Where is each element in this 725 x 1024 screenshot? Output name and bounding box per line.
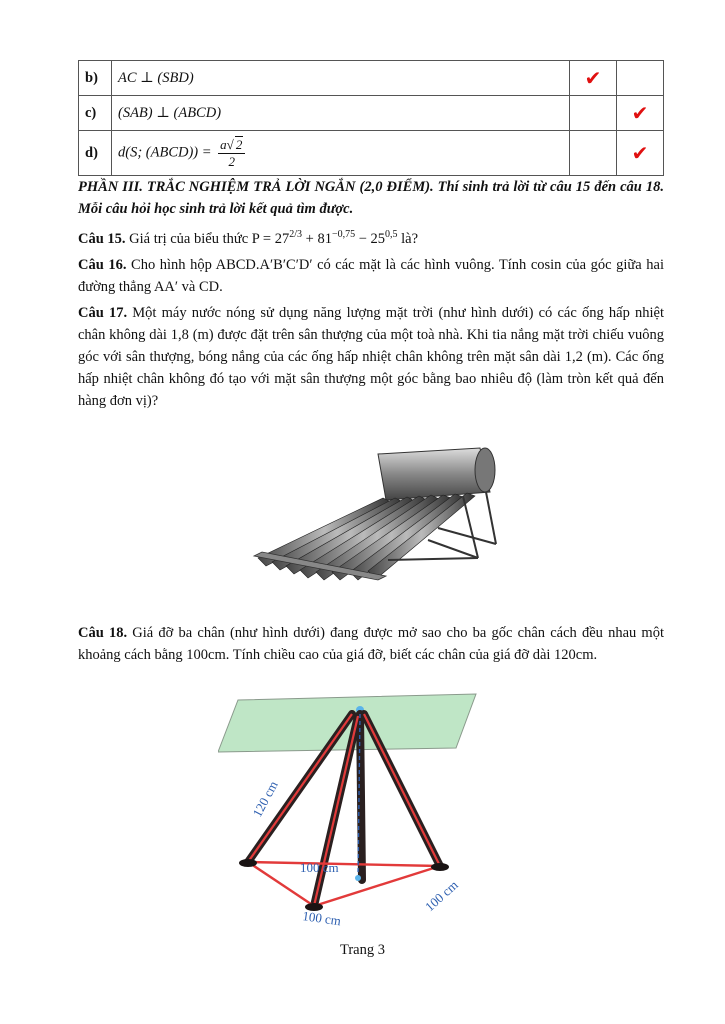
question-18-block [78, 618, 664, 666]
fraction-denominator: 2 [228, 154, 235, 169]
question-17 [78, 302, 664, 412]
exponent: −0,75 [331, 229, 356, 240]
row-label: c) [79, 96, 112, 131]
part-title: PHẦN III. TRẮC NGHIỆM TRẢ LỜI NGẮN (2,0 ĐIỂM). Thí sinh trả lời từ câu 15 đến câu 18. Mỗi câu hỏi học sinh trả lời kết quả tìm được. [78, 179, 664, 217]
exponent-num: 2 [289, 229, 295, 240]
question-text: − 25 [355, 230, 386, 247]
question-text: Một máy nước nóng sử dụng năng lượng mặt trời (như hình dưới) có các ống hấp nhiệt chân không dài 1,8 (m) được đặt trên sân thượng của một toà nhà. Khi tia nắng mặt trời chiếu vuông góc với sân thượng, bóng nắng của các ống hấp nhiệt chân không trên mặt sân dài 1,2 (m). Các ống hấp nhiệt chân không đó tạo với mặt sân thượng một góc bằng bao nhiêu độ (làm tròn kết quả đến hàng đơn vị)? [78, 304, 664, 409]
check-mark-icon: ✔ [584, 66, 602, 90]
check-mark-icon: ✔ [631, 101, 649, 125]
question-15 [78, 224, 664, 250]
row-label: d) [79, 131, 112, 176]
question-16 [78, 254, 664, 298]
question-text: + 81 [302, 230, 332, 247]
tripod-drawing [218, 670, 480, 932]
base-label-right: 100 cm [421, 877, 461, 915]
check-mark-icon: ✔ [631, 141, 649, 165]
answer-box-true [570, 96, 617, 131]
base-label-front: 100 cm [301, 908, 342, 929]
numerator-variable: a [220, 137, 227, 152]
question-text: Giá đỡ ba chân (như hình dưới) đang được mở sao cho ba gốc chân cách đều nhau một khoảng cách bằng 100cm. Tính chiều cao của giá đỡ, biết các chân của giá đỡ dài 120cm. [78, 625, 664, 663]
row-statement: AC ⊥ (SBD) [112, 61, 570, 96]
question-label: Câu 15. [78, 230, 126, 247]
distance-expression: d(S; (ABCD)) = [118, 144, 212, 161]
question-label: Câu 17. [78, 304, 128, 321]
answer-table [78, 60, 664, 176]
exponent: 0,5 [385, 229, 398, 240]
row-label: b) [79, 61, 112, 96]
row-statement: (SAB) ⊥ (ABCD) [112, 96, 570, 131]
radicand: 2 [235, 137, 243, 152]
question-text: Giá trị của biểu thức P = 27 [129, 230, 290, 247]
answer-box-false [617, 131, 664, 176]
leg-length-label: 120 cm [249, 778, 281, 820]
base-label-inner: 100 cm [300, 860, 339, 875]
exponent-den: 3 [297, 229, 303, 240]
foot-point [355, 875, 361, 881]
page-number: Trang 3 [340, 942, 385, 958]
solar-heater-illustration [228, 440, 503, 582]
question-label: Câu 16. [78, 256, 127, 273]
solar-heater-drawing [228, 440, 503, 582]
tripod-illustration [218, 670, 480, 932]
answer-box-false [617, 61, 664, 96]
answer-box-true [570, 61, 617, 96]
row-statement [112, 131, 570, 176]
question-text: Cho hình hộp ABCD.A′B′C′D′ có các mặt là các hình vuông. Tính cosin của góc giữa hai đường thẳng AA′ và CD. [78, 256, 664, 295]
fraction [218, 136, 245, 170]
question-label: Câu 18. [78, 625, 128, 641]
fraction-numerator: a√ 2 [218, 136, 245, 154]
answer-box-false [617, 96, 664, 131]
table-row [79, 131, 664, 176]
exponent: 2/3 [289, 229, 303, 240]
document-page [78, 60, 664, 412]
answer-box-true [570, 131, 617, 176]
table-row [79, 61, 664, 96]
table-row [79, 96, 664, 131]
base-triangle [248, 862, 440, 906]
question-text: là? [397, 230, 419, 247]
question-18 [78, 622, 664, 666]
